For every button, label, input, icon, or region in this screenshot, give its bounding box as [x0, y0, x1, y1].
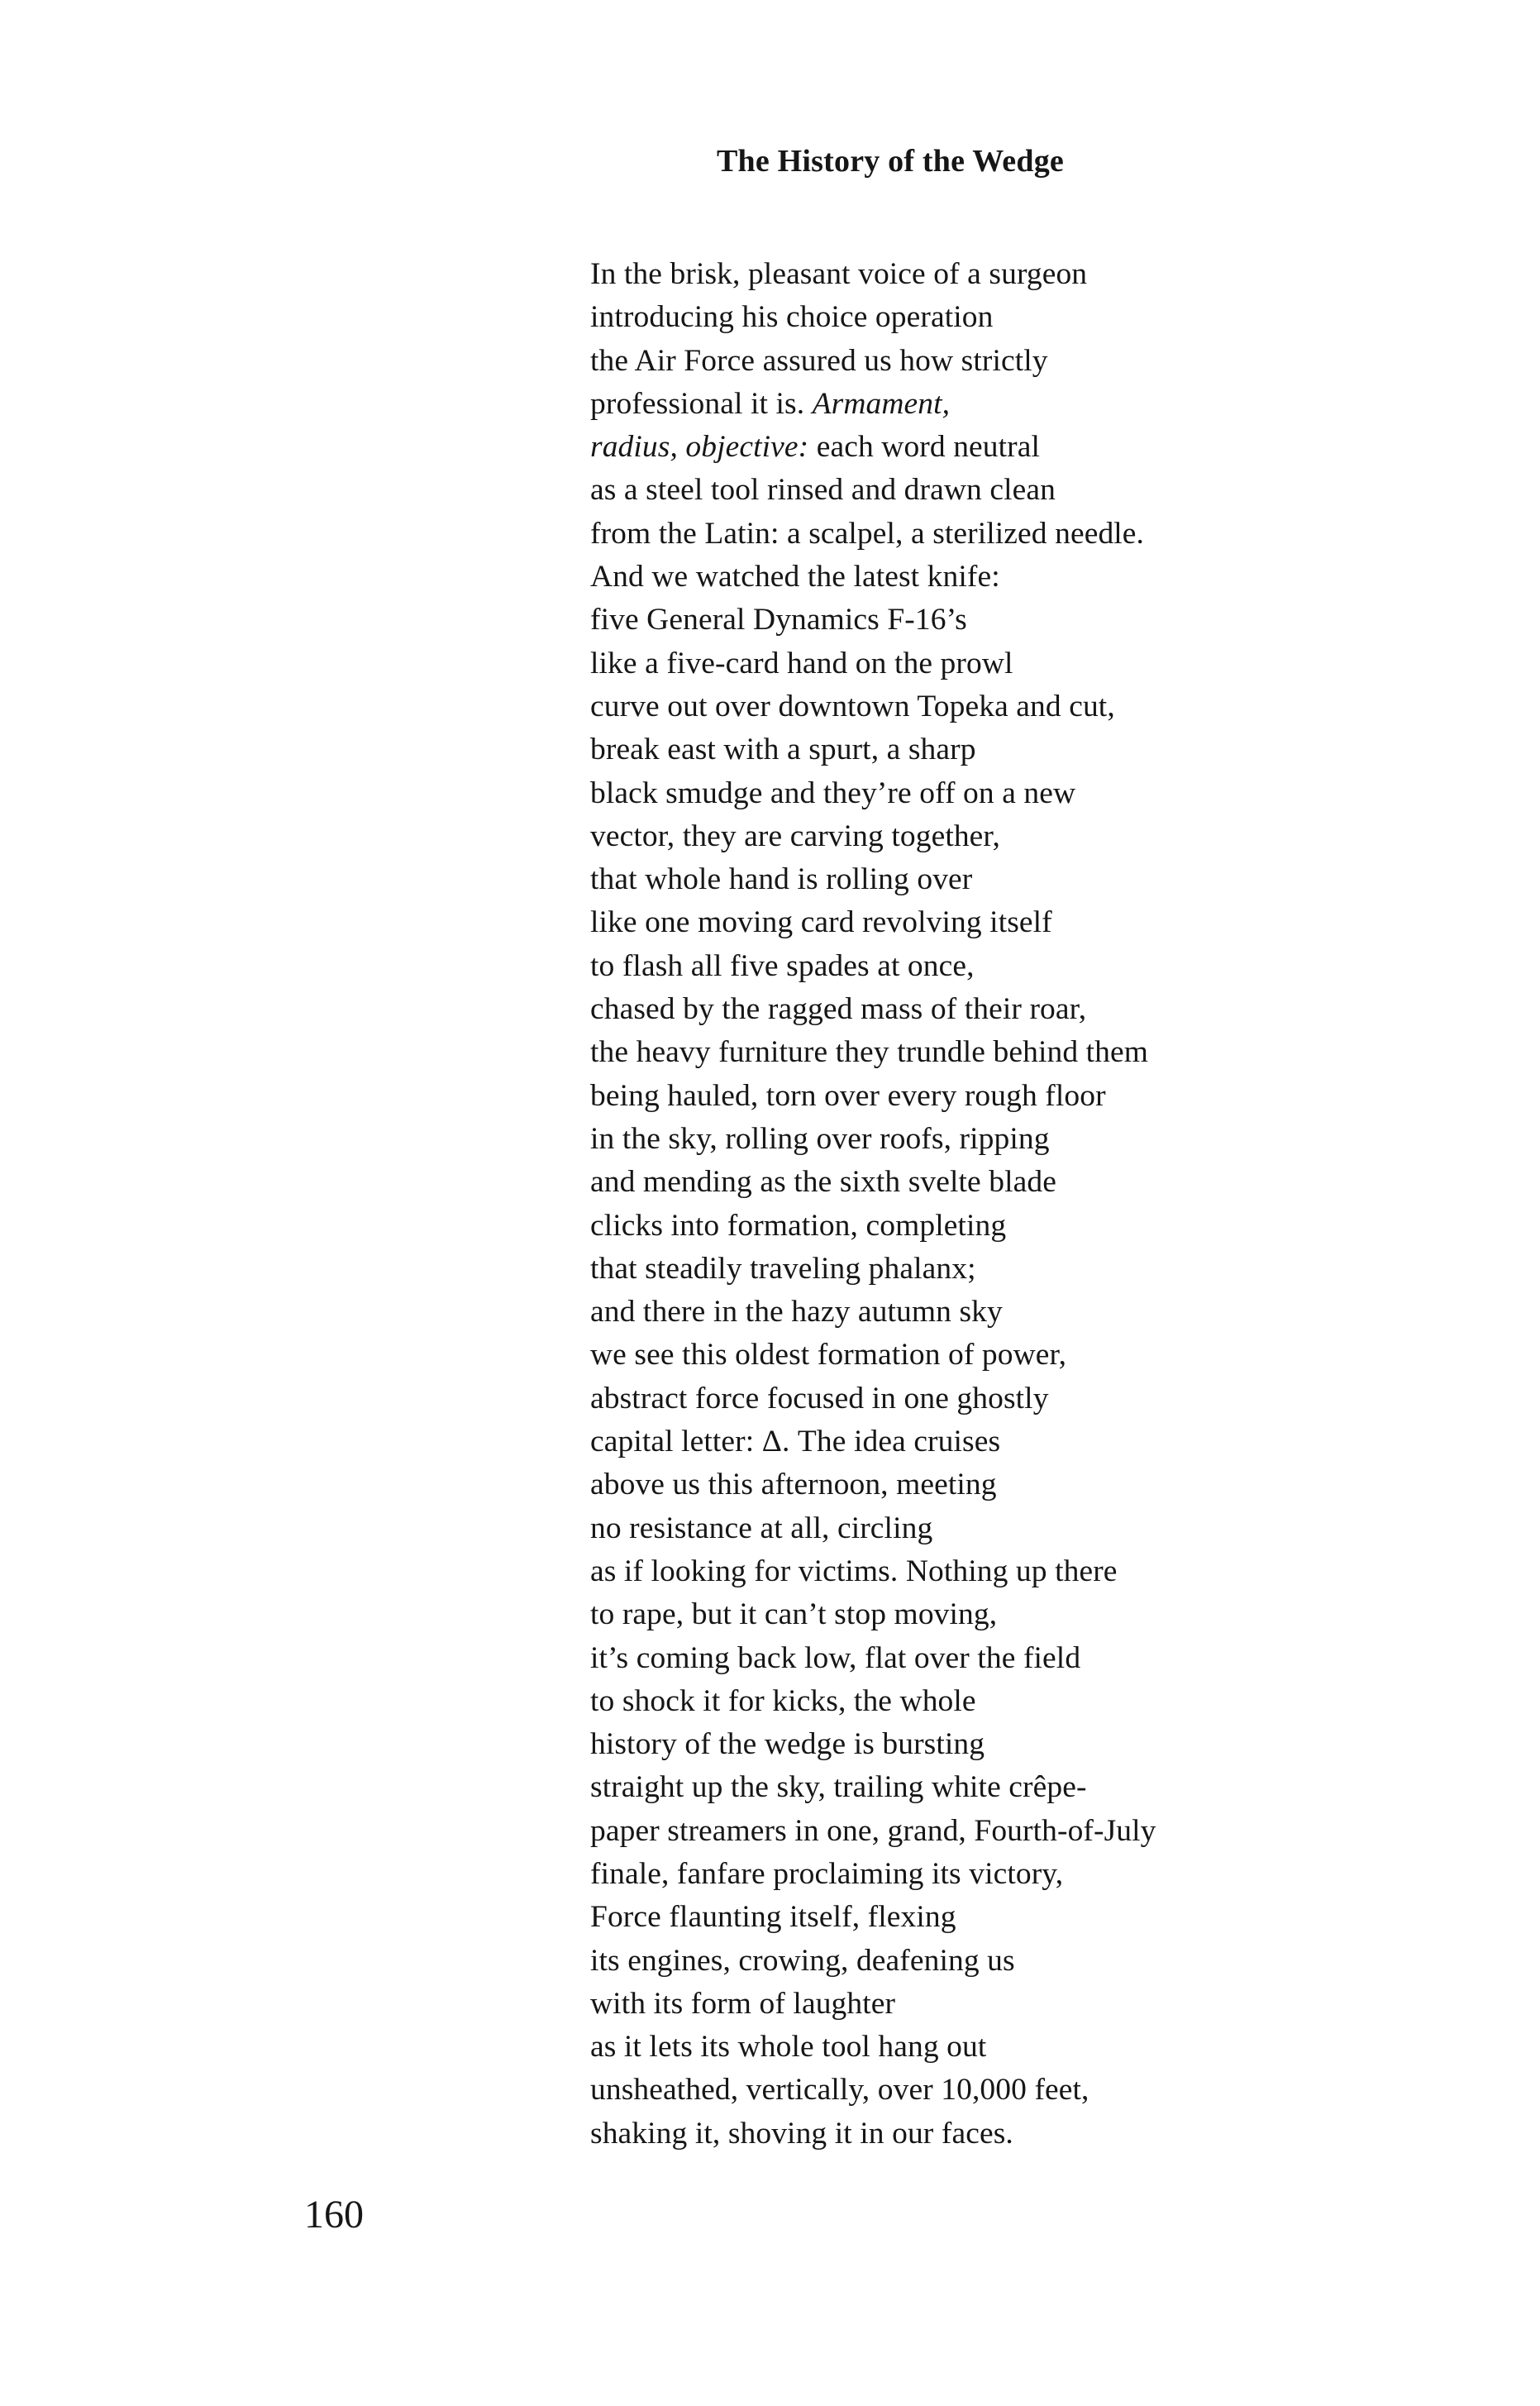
line-text: that steadily traveling phalanx; — [590, 1251, 976, 1286]
line-text: professional it is. — [590, 386, 813, 421]
poem-line — [590, 599, 1156, 642]
line-text: from the Latin: a scalpel, a sterilized needle. — [590, 516, 1145, 551]
poem-line — [590, 1983, 1156, 2026]
line-text: capital letter: Δ. The idea cruises — [590, 1425, 1001, 1459]
line-text: curve out over downtown Topeka and cut, — [590, 689, 1115, 723]
poem-line — [590, 1680, 1156, 1723]
poem-line — [590, 296, 1156, 339]
poem-line — [590, 1205, 1156, 1248]
line-text: And we watched the latest knife: — [590, 560, 1000, 594]
poem-line — [590, 815, 1156, 858]
line-text: to rape, but it can’t stop moving, — [590, 1597, 998, 1632]
line-text: we see this oldest formation of power, — [590, 1338, 1067, 1372]
line-text: finale, fanfare proclaiming its victory, — [590, 1856, 1064, 1891]
poem-line — [590, 1853, 1156, 1896]
line-text: straight up the sky, trailing white crêpe- — [590, 1770, 1087, 1805]
poem-line — [590, 2026, 1156, 2069]
line-text: being hauled, torn over every rough floor — [590, 1078, 1106, 1113]
line-text: history of the wedge is bursting — [590, 1727, 985, 1762]
line-text: as it lets its whole tool hang out — [590, 2030, 987, 2065]
line-text: that whole hand is rolling over — [590, 862, 973, 897]
line-italic-text: radius, objective: — [590, 430, 809, 465]
line-text: Force flaunting itself, flexing — [590, 1900, 956, 1935]
line-text: paper streamers in one, grand, Fourth-of-July — [590, 1813, 1156, 1848]
line-text: and there in the hazy autumn sky — [590, 1295, 1003, 1330]
poem-body — [590, 253, 1156, 2155]
poem-line — [590, 685, 1156, 728]
line-text: break east with a spurt, a sharp — [590, 733, 976, 767]
line-text: as a steel tool rinsed and drawn clean — [590, 473, 1056, 508]
line-text: black smudge and they’re off on a new — [590, 776, 1076, 810]
line-text: with its form of laughter — [590, 1986, 896, 2021]
line-text: vector, they are carving together, — [590, 819, 1000, 853]
line-text: it’s coming back low, flat over the field — [590, 1640, 1081, 1675]
poem-line — [590, 1463, 1156, 1506]
line-text: the heavy furniture they trundle behind them — [590, 1035, 1149, 1070]
line-text: introducing his choice operation — [590, 300, 994, 335]
line-text: its engines, crowing, deafening us — [590, 1943, 1015, 1978]
line-text: clicks into formation, completing — [590, 1208, 1007, 1243]
poem-line — [590, 1075, 1156, 1118]
poem-line — [590, 945, 1156, 988]
page-number: 160 — [304, 2193, 364, 2237]
poem-title: The History of the Wedge — [717, 144, 1064, 179]
line-text: In the brisk, pleasant voice of a surgeon — [590, 257, 1088, 291]
line-text: like one moving card revolving itself — [590, 905, 1052, 940]
line-text: chased by the ragged mass of their roar, — [590, 992, 1087, 1027]
poem-line — [590, 1593, 1156, 1636]
poem-line — [590, 1766, 1156, 1809]
line-italic-text: Armament, — [812, 386, 951, 421]
poem-line — [590, 1161, 1156, 1204]
poem-line — [590, 1550, 1156, 1593]
line-text: to shock it for kicks, the whole — [590, 1683, 976, 1718]
line-text: five General Dynamics F-16’s — [590, 603, 967, 637]
poem-line — [590, 1334, 1156, 1377]
poem-line — [590, 642, 1156, 685]
poem-line — [590, 469, 1156, 512]
poem-line — [590, 1810, 1156, 1853]
poem-line — [590, 1118, 1156, 1161]
poem-line — [590, 1031, 1156, 1074]
line-text: in the sky, rolling over roofs, ripping — [590, 1121, 1050, 1156]
line-text: above us this afternoon, meeting — [590, 1468, 997, 1502]
poem-line — [590, 1248, 1156, 1291]
poem-line — [590, 1291, 1156, 1334]
poem-line — [590, 1940, 1156, 1983]
poem-line — [590, 1723, 1156, 1766]
poem-line — [590, 1377, 1156, 1420]
poem-line — [590, 1637, 1156, 1680]
poem-line — [590, 340, 1156, 383]
line-text: each word neutral — [808, 430, 1041, 465]
poem-line — [590, 858, 1156, 901]
poem-line — [590, 772, 1156, 815]
line-text: unsheathed, vertically, over 10,000 feet, — [590, 2073, 1089, 2108]
line-text: and mending as the sixth svelte blade — [590, 1165, 1056, 1200]
poem-line — [590, 556, 1156, 599]
poem-line — [590, 901, 1156, 944]
poem-line — [590, 1507, 1156, 1550]
line-text: as if looking for victims. Nothing up there — [590, 1554, 1118, 1588]
poem-line — [590, 2069, 1156, 2112]
line-text: no resistance at all, circling — [590, 1511, 933, 1545]
line-text: the Air Force assured us how strictly — [590, 343, 1048, 378]
line-text: shaking it, shoving it in our faces. — [590, 2116, 1013, 2151]
poem-line — [590, 426, 1156, 469]
line-text: abstract force focused in one ghostly — [590, 1381, 1049, 1415]
poem-line — [590, 1896, 1156, 1939]
poem-line — [590, 1420, 1156, 1463]
line-text: to flash all five spades at once, — [590, 948, 975, 983]
line-text: like a five-card hand on the prowl — [590, 646, 1013, 680]
poem-line — [590, 253, 1156, 296]
poem-line — [590, 728, 1156, 771]
poem-line — [590, 513, 1156, 556]
poem-line — [590, 383, 1156, 426]
poem-line — [590, 2112, 1156, 2155]
poem-line — [590, 988, 1156, 1031]
